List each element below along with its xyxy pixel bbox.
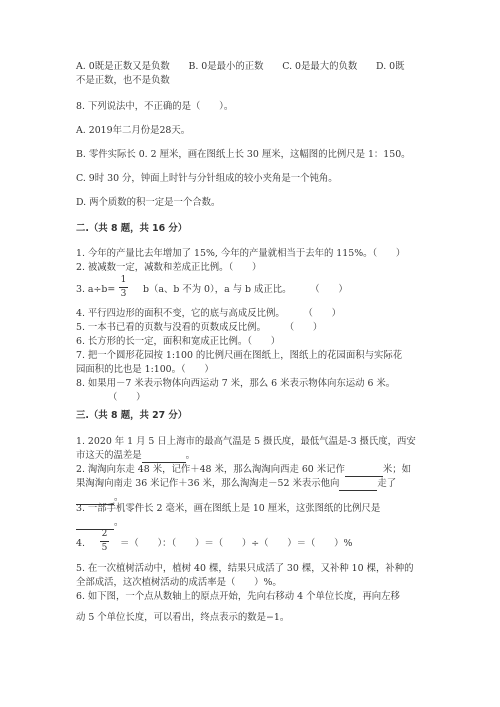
fill-question-2-text-a: 2. 淘淘向东走 48 米，记作＋48 米，那么淘淘向西走 60 米记作 [76, 464, 345, 475]
tf-question-8-line2: （ ） [108, 392, 146, 403]
tf3-fraction-denominator: 3 [120, 289, 127, 299]
q8-option-c: C. 9时 30 分，钟面上时针与分针组成的较小夹角是一个钝角。 [76, 173, 338, 184]
tf-question-1: 1. 今年的产量比去年增加了 15%, 今年的产量就相当于去年的 115%。（ ） [76, 248, 406, 259]
fill-question-2-text-c: 果淘淘向南走 36 米记作＋36 米，那么淘淘走－52 米表示他向 [76, 478, 340, 489]
tf3-prefix: 3. a÷b= [76, 284, 116, 295]
fraction-bar [119, 287, 128, 288]
fill-question-1-line1: 1. 2020 年 1 月 5 日上海市的最高气温是 5 摄氏度，最低气温是-3 摄氏度，西安 [76, 436, 416, 447]
tf-question-8-line1: 8. 如果用－7 米表示物体向西运动 7 米，那么 6 米表示物体向东运动 6 米。 [76, 378, 396, 389]
fraction-bar [100, 541, 109, 542]
tf3-fraction-numerator: 1 [120, 275, 127, 285]
fill-question-2-line2 [76, 478, 396, 491]
q8-option-b: B. 零件实际长 0. 2 厘米，画在图纸上长 30 厘米，这幅图的比例尺是 1：150。 [76, 149, 411, 160]
answer-blank[interactable] [345, 464, 383, 477]
tf-question-2: 2. 被减数一定，减数和差成正比例。（ ） [76, 262, 262, 273]
fill-question-5-line1: 5. 在一次植树活动中，植树 40 棵，结果只成活了 30 棵，又补种 10 棵，补种的 [76, 563, 414, 574]
fill-question-1-line2 [76, 450, 195, 463]
tf-question-3 [76, 284, 115, 296]
q8-stem: 8. 下列说法中，不正确的是（ ）。 [76, 101, 234, 112]
fill-question-1-text: 市这天的温差是 [76, 450, 142, 461]
answer-blank[interactable] [339, 478, 377, 491]
fill-question-3-line1: 3. 一部手机零件长 2 毫米，画在图纸上是 10 厘米，这张图纸的比例尺是 [76, 503, 381, 514]
fill-question-1-end: 。 [185, 450, 196, 461]
tf-question-6: 6. 长方形的长一定，面积和宽成正比例。（ ） [76, 336, 281, 347]
fill-question-2-end: 。 [114, 492, 124, 503]
f4-fraction-denominator: 5 [101, 543, 108, 553]
fill-question-6-line1: 6. 如下图，一个点从数轴上的原点开始，先向右移动 4 个单位长度，再向左移 [76, 591, 400, 602]
fill-question-4 [76, 538, 85, 550]
f4-fraction-numerator: 2 [101, 529, 108, 539]
q8-option-a: A. 2019年二月份是28天。 [76, 125, 191, 136]
tf-question-4: 4. 平行四边形的面积不变，它的底与高成反比例。 （ ） [76, 308, 342, 319]
fill-question-6-line2: 动 5 个单位长度，可以看出，终点表示的数是−1。 [76, 612, 290, 623]
fill-question-4-fraction [100, 529, 109, 554]
fill-question-3-end: 。 [114, 517, 124, 528]
section3-title: 三.（共 8 题，共 27 分） [76, 410, 188, 421]
fill-question-2-text-b: 米；如 [382, 464, 412, 475]
section2-title: 二.（共 8 题，共 16 分） [76, 223, 188, 234]
tf-question-7-line1: 7. 把一个圆形花园按 1:100 的比例尺画在图纸上，图纸上的花园面积与实际花 [76, 350, 403, 361]
fill-question-4-prefix: 4. [76, 538, 85, 549]
q7-options-line1: A. 0既是正数又是负数 B. 0是最小的正数 C. 0是最大的负数 D. 0既 [76, 61, 405, 72]
fill-question-2-text-d: 走了 [377, 478, 397, 489]
tf3-fraction [119, 275, 128, 300]
tf3-suffix: b（a、b 不为 0），a 与 b 成正比。 （ ） [143, 284, 348, 295]
fill-question-5-line2: 全部成活，这次植树活动的成活率是（ ）%。 [76, 577, 282, 588]
fill-question-4-suffix: ＝（ ）：（ ）＝（ ）÷（ ）＝（ ）% [120, 538, 353, 549]
q8-option-d: D. 两个质数的积一定是一个合数。 [76, 197, 221, 208]
fill-question-2-line1 [76, 464, 411, 477]
tf-question-7-line2: 园面积的比也是 1:100。（ ） [76, 364, 214, 375]
tf-question-5: 5. 一本书已看的页数与没看的页数成反比例。 （ ） [76, 322, 323, 333]
q7-options-line2: 不是正数，也不是负数 [76, 75, 170, 86]
answer-blank[interactable] [142, 450, 186, 463]
